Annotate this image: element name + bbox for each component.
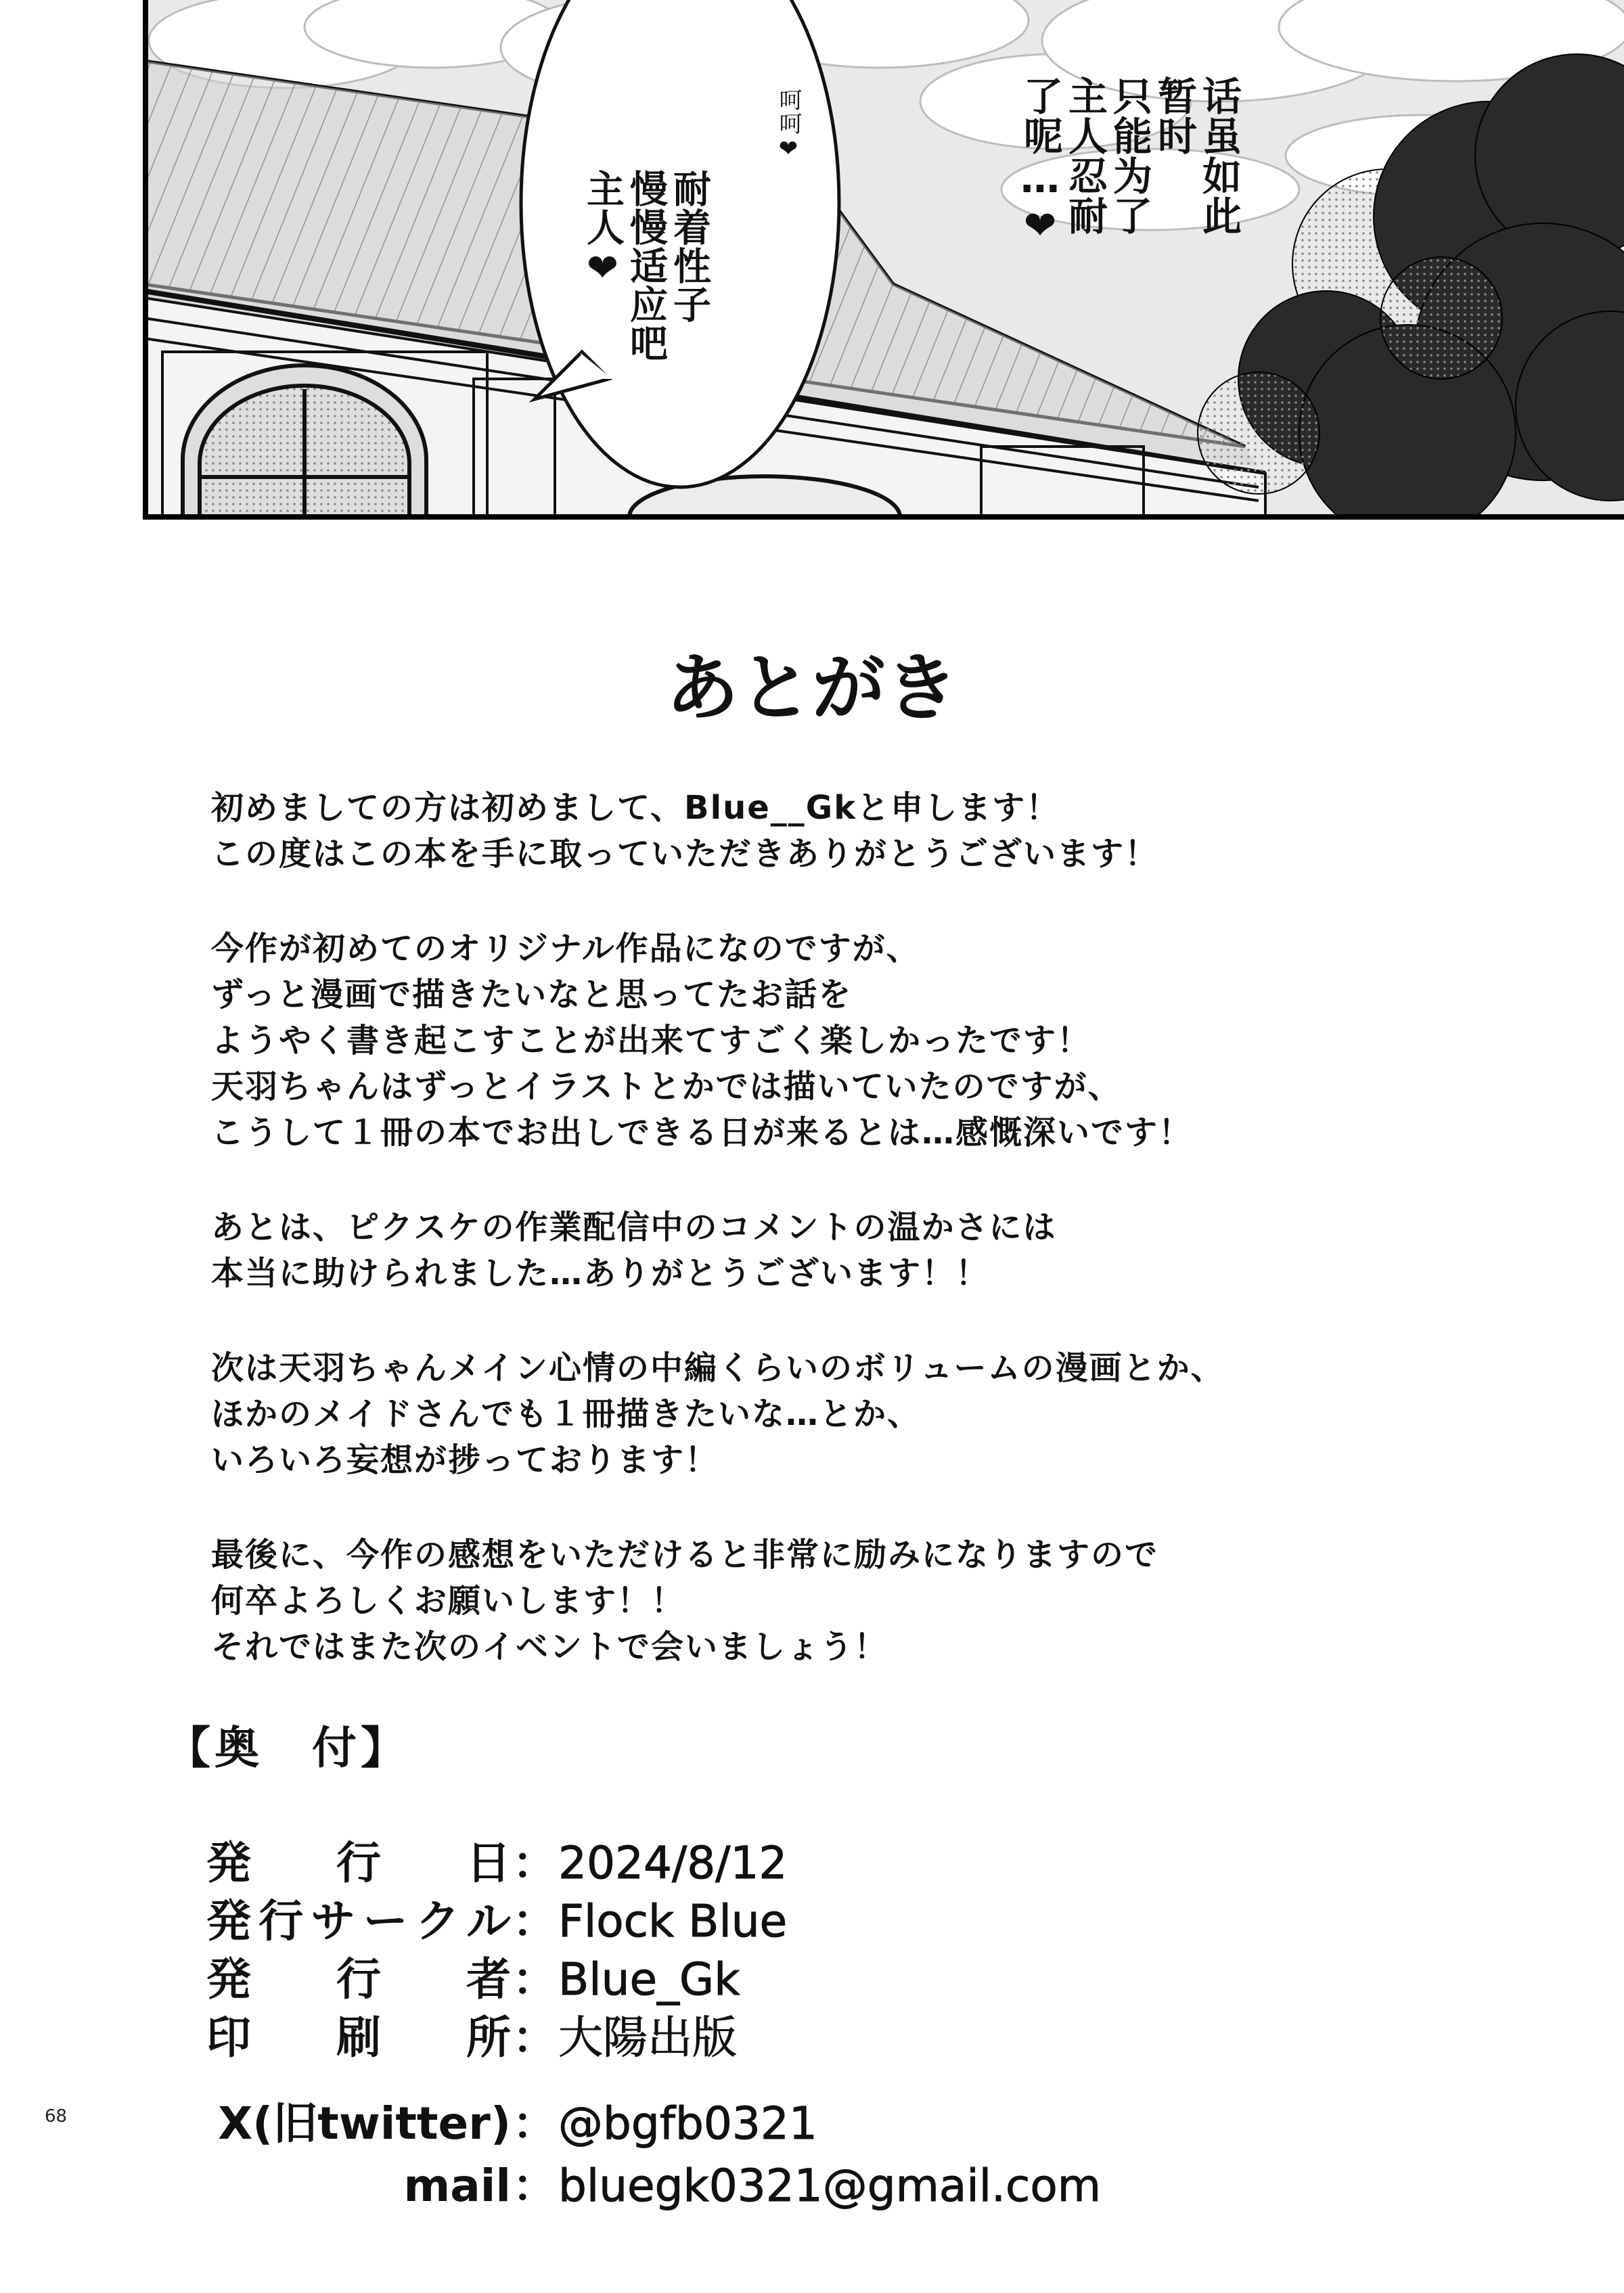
- contact-separator: ：: [512, 2160, 557, 2212]
- colophon-row-printer: [206, 2001, 787, 2064]
- bubble-laugh: 呵呵❤: [775, 88, 802, 163]
- narration-col-3: 只能为了: [1106, 76, 1152, 235]
- manga-panel: [0, 0, 1624, 522]
- bubble-text-col-2: 慢慢适应吧: [624, 169, 668, 362]
- bubble-text-col-1: 耐着性子: [667, 169, 711, 323]
- afterword-line: あとは、ピクスケの作業配信中のコメントの温かさには: [211, 1208, 1057, 1246]
- afterword-line: こうして１冊の本でお出しできる日が来るとは…感慨深いです！: [211, 1114, 1193, 1152]
- colophon-label: 発行サークル: [206, 1895, 511, 1947]
- afterword-line: ほかのメイドさんでも１冊描きたいな…とか、: [211, 1395, 922, 1433]
- afterword-line: 最後に、今作の感想をいただけると非常に励みになりますので: [211, 1536, 1159, 1574]
- afterword-line: 本当に助けられました…ありがとうございます！！: [211, 1254, 990, 1292]
- panel-artwork: [0, 0, 1624, 522]
- afterword-title: あとがき: [665, 645, 958, 731]
- colophon-separator: ：: [512, 2012, 557, 2064]
- narration-col-4: 主人忍耐: [1062, 76, 1108, 235]
- colophon-value: 2024/8/12: [558, 1837, 788, 1889]
- afterword-paragraph: [211, 1532, 1497, 1670]
- afterword-line: 何卒よろしくお願いします！！: [211, 1582, 685, 1620]
- afterword-line: いろいろ妄想が捗っております！: [211, 1441, 719, 1479]
- colophon-value: Flock Blue: [558, 1895, 788, 1947]
- contact-label: X(旧twitter): [218, 2097, 511, 2150]
- colophon-separator: ：: [512, 1953, 557, 2005]
- contact-info: [196, 2087, 1101, 2212]
- contact-label: mail: [403, 2160, 511, 2212]
- afterword-paragraph: [211, 1345, 1497, 1483]
- colophon-separator: ：: [512, 1895, 557, 1947]
- contact-row-x: [196, 2087, 1101, 2150]
- afterword-body: [211, 785, 1497, 1719]
- afterword-line: ようやく書き起こすことが出来てすごく楽しかったです！: [211, 1022, 1091, 1060]
- afterword-line: 次は天羽ちゃんメイン心情の中編くらいのボリュームの漫画とか、: [211, 1349, 1225, 1387]
- contact-x-handle[interactable]: @bgfb0321: [558, 2097, 817, 2150]
- afterword-paragraph: [211, 926, 1497, 1156]
- bubble-text-col-3: 主人❤: [581, 169, 625, 291]
- afterword-line: それではまた次のイベントで会いましょう！: [211, 1628, 888, 1666]
- colophon-value: Blue_Gk: [558, 1953, 740, 2005]
- narration-col-5: 了呢…❤: [1017, 76, 1063, 249]
- colophon-label: 発行者: [206, 1953, 511, 2005]
- colophon-label: 印刷所: [206, 2012, 511, 2064]
- afterword-line: 初めましての方は初めまして、Blue__Gkと申します！: [211, 789, 1060, 827]
- contact-email[interactable]: bluegk0321@gmail.com: [558, 2160, 1101, 2212]
- afterword-line: ずっと漫画で描きたいなと思ってたお話を: [211, 976, 853, 1014]
- colophon-row-date: [206, 1827, 788, 1889]
- contact-row-mail: [196, 2150, 1101, 2212]
- colophon-value: 大陽出版: [558, 2012, 737, 2064]
- colophon-label: 発行日: [206, 1837, 511, 1889]
- colophon-separator: ：: [512, 1837, 557, 1889]
- afterword-paragraph: [211, 785, 1497, 877]
- narration-col-1: 话虽如此: [1196, 76, 1242, 235]
- narration-col-2: 暂时: [1151, 76, 1197, 156]
- colophon-heading: 【奥 付】: [166, 1722, 409, 1774]
- afterword-paragraph: [211, 1204, 1497, 1296]
- afterword-line: この度はこの本を手に取っていただきありがとうございます！: [211, 835, 1159, 873]
- page-number: 68: [45, 2106, 68, 2127]
- afterword-line: 天羽ちゃんはずっとイラストとかでは描いていたのですが、: [211, 1068, 1122, 1106]
- colophon-table: [206, 1827, 788, 2064]
- contact-separator: ：: [512, 2097, 557, 2150]
- colophon-row-publisher: [206, 1943, 787, 2005]
- afterword-line: 今作が初めてのオリジナル作品になのですが、: [211, 930, 920, 968]
- colophon-row-circle: [206, 1885, 788, 1947]
